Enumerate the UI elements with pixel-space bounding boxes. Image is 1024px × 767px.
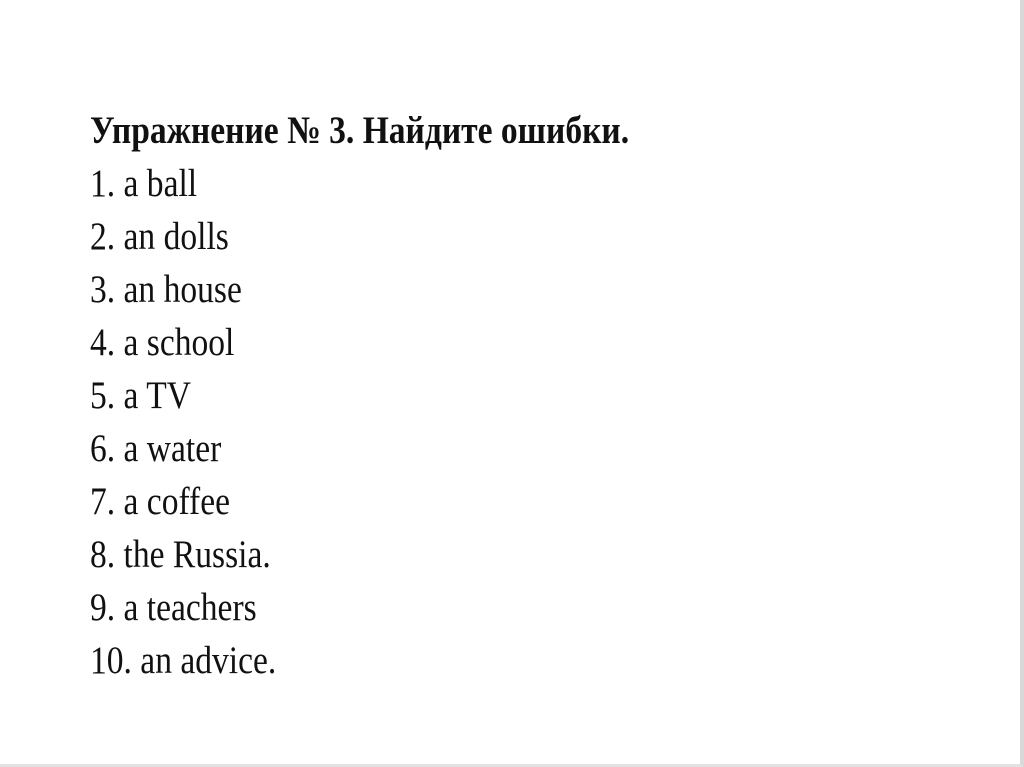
exercise-item: 5. a TV <box>90 374 191 417</box>
exercise-item: 2. an dolls <box>90 215 229 258</box>
exercise-title: Упражнение № 3. Найдите ошибки. <box>90 109 630 152</box>
exercise-item: 8. the Russia. <box>90 533 271 576</box>
exercise-item: 3. an house <box>90 268 242 311</box>
exercise-item: 10. an advice. <box>90 639 277 682</box>
exercise-item: 4. a school <box>90 321 235 364</box>
exercise-item: 6. a water <box>90 427 222 470</box>
exercise-item: 1. a ball <box>90 162 198 205</box>
exercise-item: 7. a coffee <box>90 480 230 523</box>
exercise-item: 9. a teachers <box>90 586 257 629</box>
exercise-list <box>90 157 990 687</box>
exercise-block <box>90 104 990 687</box>
